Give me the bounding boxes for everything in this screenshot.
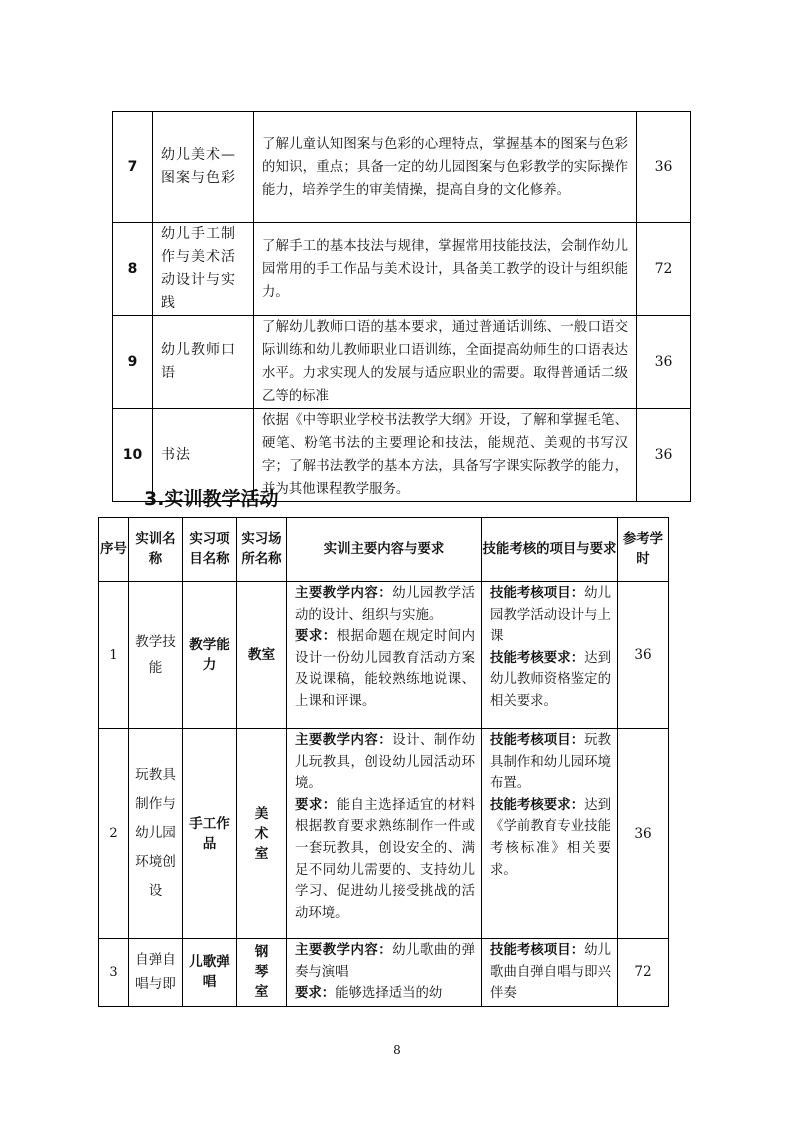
main-content-text: 幼儿歌曲的弹奏与演唱 [295, 943, 476, 980]
header-row [99, 518, 669, 582]
skill-req-text: 达到《学前教育专业技能考核标准》相关要求。 [490, 797, 612, 878]
table-row [99, 582, 669, 729]
training-project: 手工作品 [183, 729, 237, 939]
training-name: 自弹自唱与即 [129, 939, 183, 1007]
training-seq: 2 [99, 729, 129, 939]
course-table [112, 111, 691, 502]
training-name: 教学技能 [129, 582, 183, 729]
page-number: 8 [393, 1043, 401, 1057]
course-no: 7 [113, 112, 153, 223]
table-row [113, 223, 691, 316]
header-content: 实训主要内容与要求 [287, 518, 482, 582]
section-title: 3.实训教学活动 [144, 488, 279, 510]
skill-req-text: 达到幼儿教师资格鉴定的相关要求。 [490, 650, 612, 709]
requirement-text: 能自主选择适宜的材料根据教育要求熟练制作一件或一套玩教具，创设安全的、满足不同幼儿需要的、支持幼儿学习、促进幼儿接受挑战的活动环境。 [295, 797, 476, 921]
skill-req-label: 技能考核要求： [490, 650, 585, 666]
skill-item-label: 技能考核项目： [490, 586, 585, 601]
course-name: 幼儿教师口语 [153, 316, 254, 409]
training-venue: 美术室 [237, 729, 287, 939]
training-skill [482, 729, 618, 939]
main-content-label: 主要教学内容： [295, 943, 393, 958]
main-content-label: 主要教学内容： [295, 733, 393, 748]
course-name: 幼儿美术—图案与色彩 [153, 112, 254, 223]
skill-item-text: 幼儿歌曲自弹自唱与即兴伴奏 [490, 943, 612, 1002]
course-desc: 了解幼儿教师口语的基本要求，通过普通话训练、一般口语交际训练和幼儿教师职业口语训练，全面提高幼师生的口语表达水平。力求实现人的发展与适应职业的需要。取得普通话二级乙等的标准 [254, 316, 637, 409]
course-name: 书法 [153, 409, 254, 502]
course-hours: 36 [637, 316, 691, 409]
header-project: 实习项目名称 [183, 518, 237, 582]
course-hours: 72 [637, 223, 691, 316]
main-content-text: 幼儿园教学活动的设计、组织与实施。 [295, 586, 476, 623]
course-desc: 了解儿童认知图案与色彩的心理特点，掌握基本的图案与色彩的知识，重点；具备一定的幼儿园图案与色彩教学的实际操作能力，培养学生的审美情操，提高自身的文化修养。 [254, 112, 637, 223]
header-hours: 参考学时 [618, 518, 669, 582]
skill-item-text: 幼儿园教学活动设计与上课 [490, 586, 612, 645]
requirement-label: 要求： [295, 986, 336, 1002]
skill-req-label: 技能考核要求： [490, 797, 585, 813]
requirement-text: 根据命题在规定时间内设计一份幼儿园教育活动方案及说课稿，能较熟练地说课、上课和评课。 [295, 629, 476, 709]
course-desc: 依据《中等职业学校书法教学大纲》开设，了解和掌握毛笔、硬笔、粉笔书法的主要理论和技法，能规范、美观的书写汉字；了解书法教学的基本方法，具备写字课实际教学的能力，并为其他课程教学服务。 [254, 409, 637, 502]
table-row [99, 729, 669, 939]
course-no: 10 [113, 409, 153, 502]
requirement-label: 要求： [295, 629, 337, 645]
training-content [287, 582, 482, 729]
header-skill: 技能考核的项目与要求 [482, 518, 618, 582]
training-skill [482, 582, 618, 729]
requirement-label: 要求： [295, 797, 337, 813]
course-hours: 36 [637, 409, 691, 502]
table-row [99, 939, 669, 1007]
skill-item-label: 技能考核项目： [490, 943, 585, 958]
header-venue: 实习场所名称 [237, 518, 287, 582]
training-project: 教学能力 [183, 582, 237, 729]
table-row [113, 112, 691, 223]
training-hours: 72 [618, 939, 669, 1007]
course-name: 幼儿手工制作与美术活动设计与实践 [153, 223, 254, 316]
requirement-text: 能够选择适当的幼 [335, 986, 443, 1002]
training-project: 儿歌弹唱 [183, 939, 237, 1007]
course-hours: 36 [637, 112, 691, 223]
training-table [98, 517, 669, 1007]
training-venue: 钢琴室 [237, 939, 287, 1007]
table-row [113, 316, 691, 409]
training-content [287, 729, 482, 939]
training-hours: 36 [618, 582, 669, 729]
training-seq: 3 [99, 939, 129, 1007]
skill-item-label: 技能考核项目： [490, 733, 585, 748]
header-seq: 序号 [99, 518, 129, 582]
header-name: 实训名称 [129, 518, 183, 582]
main-content-label: 主要教学内容： [295, 586, 393, 601]
course-no: 9 [113, 316, 153, 409]
training-seq: 1 [99, 582, 129, 729]
main-content-text: 设计、制作幼儿玩教具，创设幼儿园活动环境。 [295, 733, 476, 792]
training-hours: 36 [618, 729, 669, 939]
course-desc: 了解手工的基本技法与规律，掌握常用技能技法，会制作幼儿园常用的手工作品与美术设计，具备美工教学的设计与组织能力。 [254, 223, 637, 316]
training-name: 玩教具制作与幼儿园环境创设 [129, 729, 183, 939]
training-skill [482, 939, 618, 1007]
training-venue: 教室 [237, 582, 287, 729]
skill-item-text: 玩教具制作和幼儿园环境布置。 [490, 733, 612, 792]
training-content [287, 939, 482, 1007]
course-no: 8 [113, 223, 153, 316]
